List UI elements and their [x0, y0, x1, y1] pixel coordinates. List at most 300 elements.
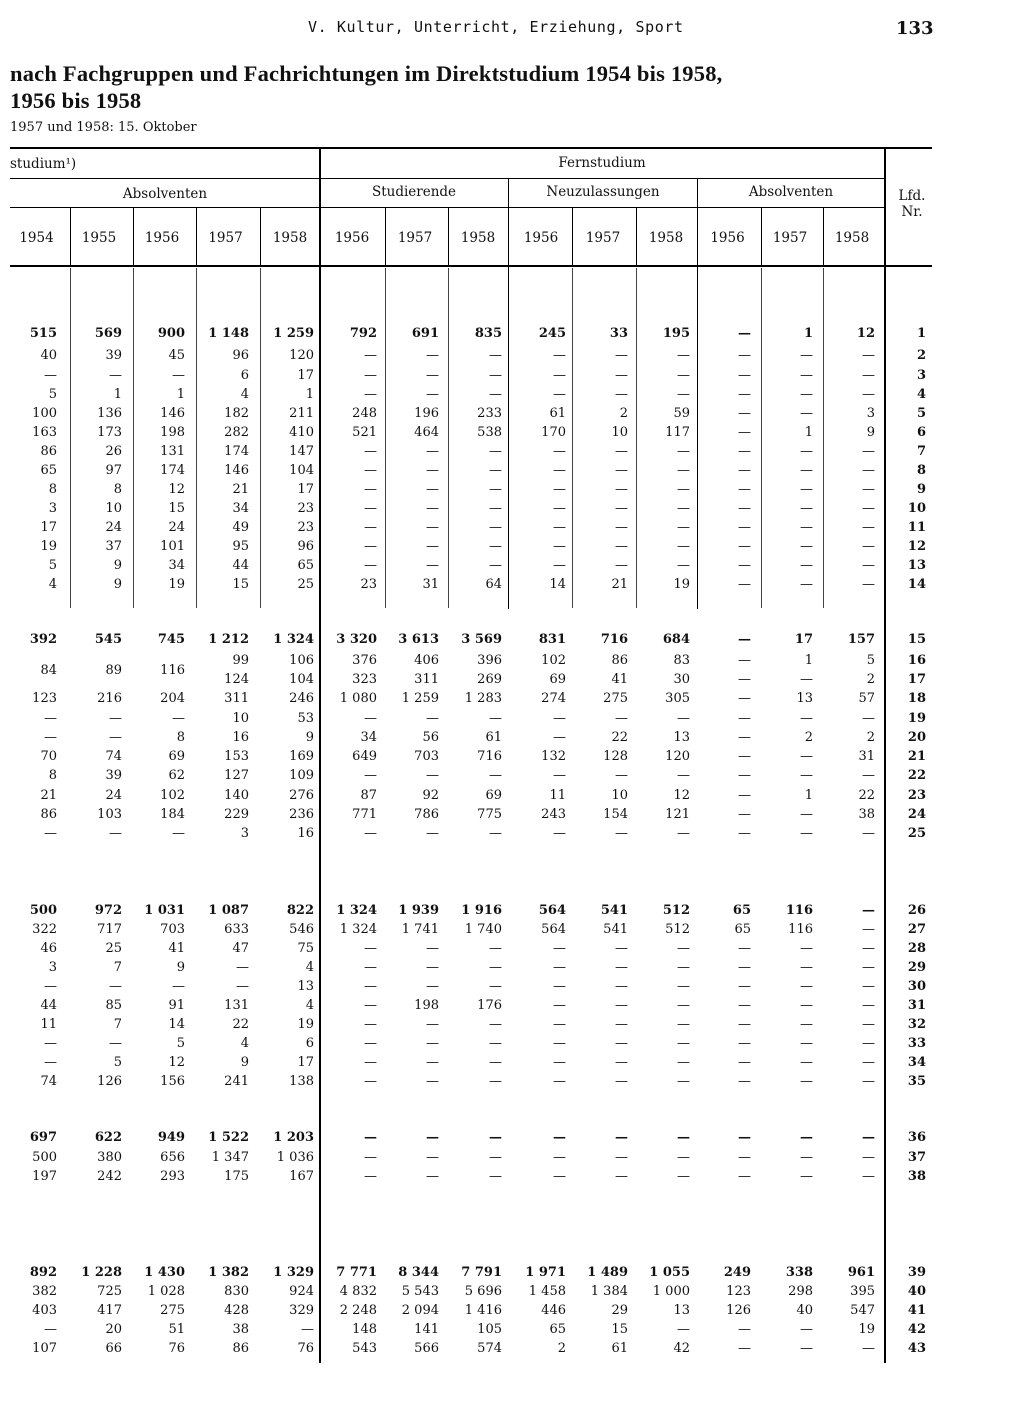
- table-cell: —: [489, 1017, 502, 1032]
- table-cell: 16: [232, 730, 249, 745]
- table-cell: —: [862, 998, 875, 1013]
- table-cell: —: [677, 941, 690, 956]
- table-cell: 1: [804, 653, 813, 668]
- table-cell: —: [738, 558, 751, 573]
- table-cell: 85: [105, 998, 122, 1013]
- table-cell: 101: [160, 539, 185, 554]
- table-cell: —: [364, 387, 377, 402]
- table-cell: —: [615, 998, 628, 1013]
- table-cell: —: [553, 730, 566, 745]
- table-cell: 116: [785, 903, 813, 918]
- table-cell: 19: [673, 577, 690, 592]
- table-cell: —: [426, 463, 439, 478]
- table-cell: 22: [611, 730, 628, 745]
- table-cell: —: [615, 1055, 628, 1070]
- row-number: 41: [907, 1303, 926, 1318]
- table-cell: 97: [105, 463, 122, 478]
- subtitle: 1957 und 1958: 15. Oktober: [10, 120, 197, 135]
- table-cell: 6: [305, 1036, 314, 1051]
- table-cell: 2: [619, 406, 628, 421]
- table-cell: —: [677, 482, 690, 497]
- table-cell: —: [800, 672, 813, 687]
- header-rule-2: [10, 207, 884, 208]
- table-cell: 17: [794, 632, 813, 647]
- table-cell: 716: [600, 632, 628, 647]
- table-cell: —: [862, 1150, 875, 1165]
- table-cell: —: [800, 1017, 813, 1032]
- table-cell: —: [862, 1055, 875, 1070]
- table-cell: 123: [726, 1284, 751, 1299]
- row-number: 34: [907, 1055, 926, 1070]
- table-cell: —: [489, 1169, 502, 1184]
- table-cell: 500: [29, 903, 57, 918]
- table-cell: 86: [611, 653, 628, 668]
- table-cell: 1: [113, 387, 122, 402]
- table-cell: —: [553, 768, 566, 783]
- table-cell: 236: [289, 807, 314, 822]
- row-number: 2: [916, 348, 926, 363]
- table-cell: —: [364, 463, 377, 478]
- table-cell: 2: [804, 730, 813, 745]
- table-cell: —: [553, 711, 566, 726]
- table-cell: 311: [224, 691, 249, 706]
- table-cell: —: [426, 539, 439, 554]
- table-cell: 276: [289, 788, 314, 803]
- table-cell: —: [615, 387, 628, 402]
- table-cell: 44: [232, 558, 249, 573]
- table-cell: —: [677, 1074, 690, 1089]
- table-cell: 126: [97, 1074, 122, 1089]
- table-cell: 40: [796, 1303, 813, 1318]
- table-cell: 245: [538, 326, 566, 341]
- table-cell: —: [615, 501, 628, 516]
- table-cell: —: [862, 826, 875, 841]
- table-cell: —: [677, 539, 690, 554]
- year-header: 1958: [272, 230, 308, 246]
- table-cell: 521: [352, 425, 377, 440]
- table-cell: —: [364, 768, 377, 783]
- table-cell: 311: [414, 672, 439, 687]
- table-cell: 87: [360, 788, 377, 803]
- table-top-rule: [10, 147, 932, 149]
- table-cell: —: [489, 520, 502, 535]
- table-cell: —: [364, 1150, 377, 1165]
- row-number: 22: [907, 768, 926, 783]
- row-number: 26: [907, 903, 926, 918]
- merged-cell: 89: [105, 663, 122, 678]
- table-cell: —: [800, 1150, 813, 1165]
- table-cell: —: [738, 501, 751, 516]
- table-cell: 464: [414, 425, 439, 440]
- table-cell: —: [364, 482, 377, 497]
- table-cell: —: [553, 444, 566, 459]
- table-cell: 831: [538, 632, 566, 647]
- table-cell: —: [364, 444, 377, 459]
- row-number: 37: [907, 1150, 926, 1165]
- table-cell: 649: [352, 749, 377, 764]
- header-bottom-rule: [10, 265, 932, 267]
- table-cell: 569: [94, 326, 122, 341]
- table-cell: 128: [603, 749, 628, 764]
- table-cell: —: [738, 653, 751, 668]
- table-cell: —: [615, 768, 628, 783]
- table-cell: 924: [289, 1284, 314, 1299]
- table-cell: —: [738, 520, 751, 535]
- table-cell: —: [738, 577, 751, 592]
- table-cell: —: [426, 826, 439, 841]
- table-cell: 121: [665, 807, 690, 822]
- table-cell: 157: [847, 632, 875, 647]
- table-cell: 127: [224, 768, 249, 783]
- table-cell: 106: [289, 653, 314, 668]
- table-cell: 229: [224, 807, 249, 822]
- table-cell: 1 740: [464, 922, 502, 937]
- table-cell: 8: [176, 730, 185, 745]
- table-cell: —: [738, 1055, 751, 1070]
- table-cell: 174: [224, 444, 249, 459]
- row-number: 8: [916, 463, 926, 478]
- table-cell: —: [800, 960, 813, 975]
- table-cell: 546: [289, 922, 314, 937]
- table-cell: —: [364, 1036, 377, 1051]
- table-cell: 392: [29, 632, 57, 647]
- table-cell: 2 248: [339, 1303, 377, 1318]
- table-cell: 1 031: [144, 903, 185, 918]
- table-cell: 2 094: [401, 1303, 439, 1318]
- table-cell: 249: [723, 1265, 751, 1280]
- table-cell: —: [800, 1169, 813, 1184]
- table-cell: —: [738, 539, 751, 554]
- table-cell: 91: [168, 998, 185, 1013]
- table-cell: 4: [305, 960, 314, 975]
- table-cell: —: [615, 979, 628, 994]
- table-cell: —: [109, 1036, 122, 1051]
- table-cell: 211: [289, 406, 314, 421]
- table-cell: 1 000: [652, 1284, 690, 1299]
- table-cell: 3: [48, 501, 57, 516]
- row-number: 11: [907, 520, 926, 535]
- table-cell: —: [677, 960, 690, 975]
- table-cell: —: [109, 368, 122, 383]
- studierende-label: Studierende: [371, 184, 457, 200]
- table-cell: —: [800, 387, 813, 402]
- table-cell: —: [44, 1055, 57, 1070]
- table-cell: 3 320: [336, 632, 377, 647]
- table-cell: 24: [105, 520, 122, 535]
- row-number: 9: [916, 482, 926, 497]
- table-cell: 703: [160, 922, 185, 937]
- table-cell: 104: [289, 672, 314, 687]
- table-cell: 5: [866, 653, 875, 668]
- table-cell: —: [862, 348, 875, 363]
- table-cell: —: [553, 998, 566, 1013]
- table-cell: 167: [289, 1169, 314, 1184]
- table-cell: 1 259: [401, 691, 439, 706]
- table-cell: 19: [168, 577, 185, 592]
- row-number: 7: [916, 444, 926, 459]
- table-cell: —: [426, 1036, 439, 1051]
- table-cell: 13: [297, 979, 314, 994]
- table-cell: —: [615, 711, 628, 726]
- table-cell: 41: [611, 672, 628, 687]
- table-cell: —: [738, 1169, 751, 1184]
- table-cell: —: [109, 979, 122, 994]
- table-cell: 5 696: [464, 1284, 502, 1299]
- table-cell: —: [426, 387, 439, 402]
- table-cell: 37: [105, 539, 122, 554]
- table-cell: 403: [32, 1303, 57, 1318]
- table-cell: 5: [48, 558, 57, 573]
- table-cell: 86: [40, 807, 57, 822]
- table-cell: 282: [224, 425, 249, 440]
- table-cell: 17: [40, 520, 57, 535]
- table-cell: 830: [224, 1284, 249, 1299]
- table-cell: 574: [477, 1341, 502, 1356]
- table-cell: 2: [557, 1341, 566, 1356]
- table-cell: 21: [40, 788, 57, 803]
- table-cell: —: [615, 368, 628, 383]
- table-cell: 19: [858, 1322, 875, 1337]
- table-cell: 961: [847, 1265, 875, 1280]
- table-cell: 9: [113, 577, 122, 592]
- table-cell: 1 971: [525, 1265, 566, 1280]
- table-cell: —: [364, 941, 377, 956]
- table-cell: —: [862, 1074, 875, 1089]
- table-cell: —: [862, 577, 875, 592]
- table-cell: 10: [232, 711, 249, 726]
- table-cell: 1 430: [144, 1265, 185, 1280]
- table-cell: —: [677, 558, 690, 573]
- row-number: 43: [907, 1341, 926, 1356]
- table-cell: 949: [157, 1130, 185, 1145]
- table-cell: 169: [289, 749, 314, 764]
- row-number: 31: [907, 998, 926, 1013]
- table-cell: 176: [477, 998, 502, 1013]
- table-cell: —: [553, 826, 566, 841]
- table-cell: —: [301, 1322, 314, 1337]
- table-cell: 104: [289, 463, 314, 478]
- table-cell: 31: [422, 577, 439, 592]
- table-cell: —: [172, 826, 185, 841]
- table-cell: —: [862, 941, 875, 956]
- table-cell: 10: [611, 425, 628, 440]
- table-cell: —: [364, 711, 377, 726]
- table-cell: 500: [32, 1150, 57, 1165]
- table-cell: 14: [168, 1017, 185, 1032]
- table-cell: 1 028: [147, 1284, 185, 1299]
- table-cell: 39: [105, 348, 122, 363]
- table-cell: —: [236, 960, 249, 975]
- table-cell: —: [738, 326, 751, 341]
- table-cell: —: [489, 979, 502, 994]
- table-cell: 105: [477, 1322, 502, 1337]
- table-cell: 103: [97, 807, 122, 822]
- row-number: 40: [907, 1284, 926, 1299]
- table-cell: 1: [804, 788, 813, 803]
- table-cell: —: [489, 826, 502, 841]
- table-cell: —: [553, 368, 566, 383]
- table-cell: 65: [732, 903, 751, 918]
- table-cell: 2: [866, 730, 875, 745]
- table-cell: —: [862, 1036, 875, 1051]
- table-cell: 197: [32, 1169, 57, 1184]
- table-cell: —: [489, 711, 502, 726]
- table-cell: —: [364, 539, 377, 554]
- table-cell: 92: [422, 788, 439, 803]
- table-cell: —: [553, 1150, 566, 1165]
- year-header: 1955: [81, 230, 117, 246]
- row-number: 4: [916, 387, 926, 402]
- table-cell: 428: [224, 1303, 249, 1318]
- table-cell: —: [172, 368, 185, 383]
- table-cell: —: [615, 1150, 628, 1165]
- table-cell: 11: [549, 788, 566, 803]
- table-cell: 703: [414, 749, 439, 764]
- table-cell: —: [364, 558, 377, 573]
- table-cell: 123: [32, 691, 57, 706]
- table-cell: 102: [160, 788, 185, 803]
- table-cell: —: [553, 1169, 566, 1184]
- row-number: 25: [907, 826, 926, 841]
- table-cell: —: [489, 1055, 502, 1070]
- table-cell: 154: [603, 807, 628, 822]
- table-cell: —: [862, 1169, 875, 1184]
- table-cell: 1 203: [273, 1130, 314, 1145]
- table-cell: 900: [157, 326, 185, 341]
- table-cell: —: [489, 960, 502, 975]
- table-cell: —: [426, 444, 439, 459]
- table-cell: —: [489, 1150, 502, 1165]
- table-cell: —: [364, 348, 377, 363]
- table-cell: 275: [160, 1303, 185, 1318]
- table-cell: 9: [866, 425, 875, 440]
- table-cell: 99: [232, 653, 249, 668]
- table-cell: —: [364, 1055, 377, 1070]
- table-cell: 745: [157, 632, 185, 647]
- table-cell: 70: [40, 749, 57, 764]
- table-cell: —: [615, 444, 628, 459]
- table-cell: 835: [474, 326, 502, 341]
- year-header: 1957: [772, 230, 808, 246]
- table-cell: —: [862, 922, 875, 937]
- table-cell: —: [862, 463, 875, 478]
- table-cell: —: [677, 1055, 690, 1070]
- table-cell: 11: [40, 1017, 57, 1032]
- table-cell: 17: [297, 482, 314, 497]
- table-cell: —: [364, 826, 377, 841]
- table-cell: 7 771: [336, 1265, 377, 1280]
- table-cell: —: [489, 387, 502, 402]
- table-cell: —: [426, 1055, 439, 1070]
- table-cell: —: [615, 1036, 628, 1051]
- table-cell: 512: [665, 922, 690, 937]
- table-cell: 543: [352, 1341, 377, 1356]
- table-cell: —: [615, 826, 628, 841]
- table-cell: —: [489, 1036, 502, 1051]
- table-cell: —: [553, 482, 566, 497]
- table-cell: —: [800, 1074, 813, 1089]
- table-cell: 22: [232, 1017, 249, 1032]
- table-cell: 716: [477, 749, 502, 764]
- year-header: 1956: [523, 230, 559, 246]
- table-cell: —: [738, 807, 751, 822]
- table-cell: 5: [48, 387, 57, 402]
- table-cell: —: [800, 406, 813, 421]
- table-cell: —: [862, 558, 875, 573]
- neuzulassungen-label: Neuzulassungen: [546, 184, 660, 200]
- table-cell: —: [738, 768, 751, 783]
- table-cell: —: [677, 998, 690, 1013]
- table-cell: —: [738, 691, 751, 706]
- table-cell: 17: [297, 1055, 314, 1070]
- table-cell: —: [862, 1130, 875, 1145]
- table-cell: 9: [176, 960, 185, 975]
- table-cell: —: [862, 711, 875, 726]
- table-cell: 380: [97, 1150, 122, 1165]
- table-cell: 7 791: [461, 1265, 502, 1280]
- table-cell: 1 212: [208, 632, 249, 647]
- table-cell: 34: [232, 501, 249, 516]
- table-cell: 564: [541, 922, 566, 937]
- row-number: 14: [907, 577, 926, 592]
- table-cell: —: [553, 558, 566, 573]
- table-cell: 24: [168, 520, 185, 535]
- merged-cell: 116: [160, 663, 185, 678]
- table-cell: 42: [673, 1341, 690, 1356]
- lfd-label-line-2: Nr.: [901, 204, 923, 220]
- table-cell: —: [677, 711, 690, 726]
- table-cell: 86: [40, 444, 57, 459]
- table-cell: 13: [673, 730, 690, 745]
- table-cell: 771: [352, 807, 377, 822]
- table-cell: 75: [297, 941, 314, 956]
- table-cell: 1: [803, 326, 813, 341]
- table-cell: 61: [611, 1341, 628, 1356]
- table-cell: —: [44, 730, 57, 745]
- table-cell: —: [489, 501, 502, 516]
- table-cell: 4: [305, 998, 314, 1013]
- year-header: 1954: [19, 230, 54, 246]
- table-cell: —: [800, 444, 813, 459]
- table-cell: 120: [289, 348, 314, 363]
- table-cell: 15: [611, 1322, 628, 1337]
- table-cell: —: [862, 482, 875, 497]
- table-cell: 198: [160, 425, 185, 440]
- row-number: 15: [907, 632, 926, 647]
- table-cell: —: [426, 768, 439, 783]
- table-cell: 96: [232, 348, 249, 363]
- table-cell: —: [738, 425, 751, 440]
- year-header: 1956: [144, 230, 180, 246]
- table-cell: 39: [105, 768, 122, 783]
- table-cell: —: [738, 1130, 751, 1145]
- table-cell: 132: [541, 749, 566, 764]
- table-cell: —: [738, 1036, 751, 1051]
- table-cell: —: [677, 1036, 690, 1051]
- table-cell: 65: [40, 463, 57, 478]
- table-cell: 182: [224, 406, 249, 421]
- table-cell: —: [364, 1130, 377, 1145]
- table-cell: —: [364, 501, 377, 516]
- table-cell: —: [364, 1017, 377, 1032]
- table-cell: 684: [662, 632, 690, 647]
- table-cell: —: [738, 941, 751, 956]
- table-cell: 725: [97, 1284, 122, 1299]
- table-cell: 7: [113, 1017, 122, 1032]
- table-cell: 86: [232, 1341, 249, 1356]
- table-cell: 1 939: [398, 903, 439, 918]
- table-cell: 74: [40, 1074, 57, 1089]
